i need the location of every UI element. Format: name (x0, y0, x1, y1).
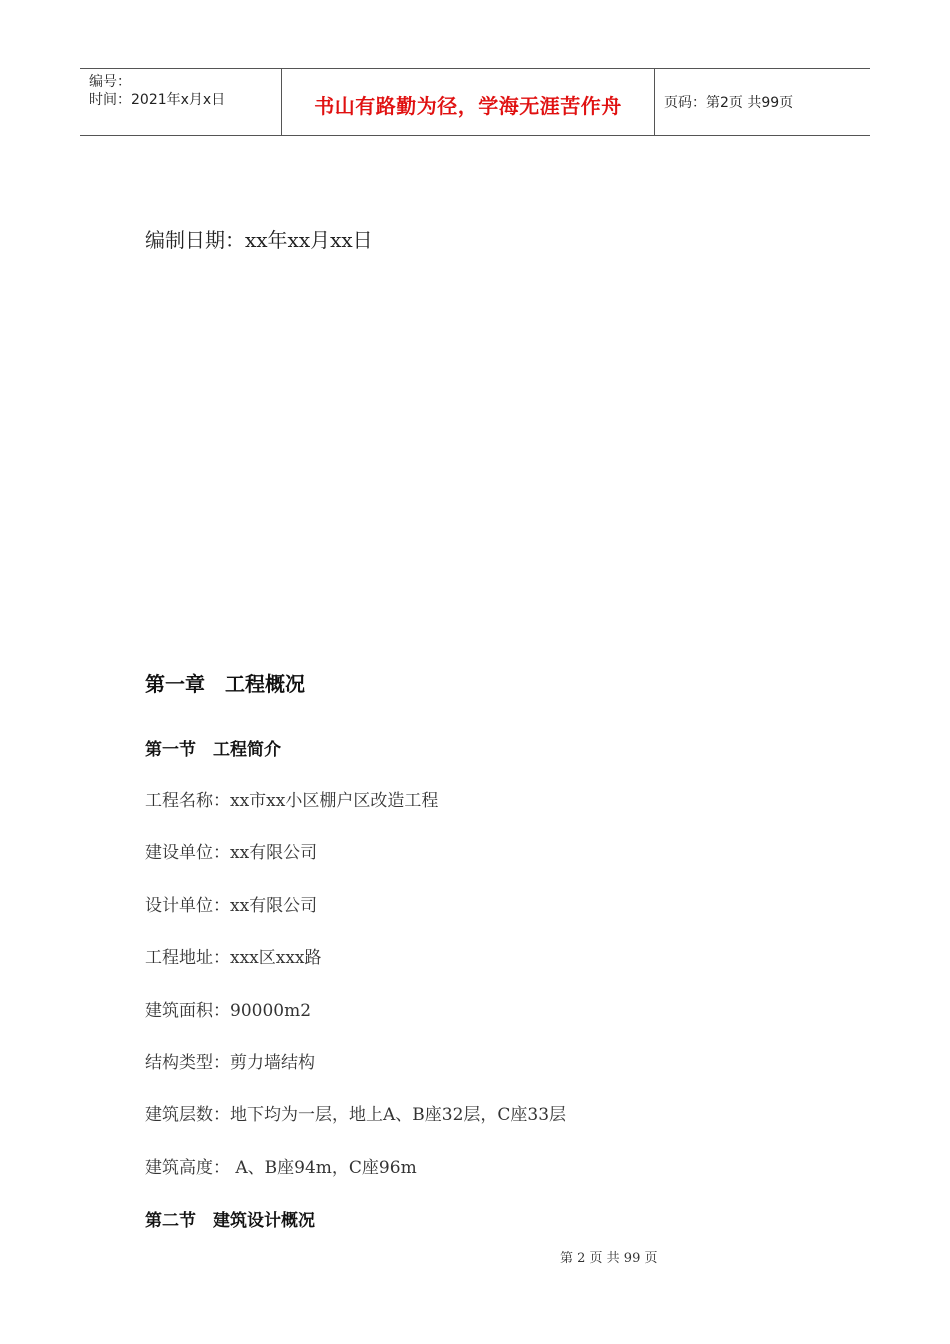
section-title-overview: 第一节 工程简介 (145, 740, 281, 760)
header-page-info: 页码：第2页 共99页 (664, 95, 794, 111)
compile-date: 编制日期：xx年xx月xx日 (145, 228, 373, 252)
info-project-name: 工程名称：xx市xx小区棚户区改造工程 (145, 791, 439, 811)
info-project-address: 工程地址：xxx区xxx路 (145, 948, 322, 968)
header-motto-cell (281, 69, 655, 135)
section-title-architecture: 第二节 建筑设计概况 (145, 1211, 315, 1231)
document-time-label: 时间：2021年x月x日 (89, 92, 226, 108)
info-floor-count: 建筑层数：地下均为一层，地上A、B座32层，C座33层 (145, 1105, 567, 1125)
page-footer-number: 第 2 页 共 99 页 (560, 1251, 658, 1266)
page-header (80, 68, 870, 136)
info-structure-type: 结构类型：剪力墙结构 (145, 1053, 315, 1073)
header-page-info-cell (655, 69, 870, 135)
info-building-height: 建筑高度： A、B座94m，C座96m (145, 1158, 417, 1178)
header-meta (80, 69, 281, 135)
info-design-unit: 设计单位：xx有限公司 (145, 896, 318, 916)
header-motto: 书山有路勤为径，学海无涯苦作舟 (314, 93, 622, 118)
info-building-area: 建筑面积：90000m2 (145, 1001, 312, 1021)
info-construction-unit: 建设单位：xx有限公司 (145, 843, 318, 863)
document-number-label: 编号： (89, 74, 131, 90)
chapter-title: 第一章 工程概况 (145, 672, 305, 696)
